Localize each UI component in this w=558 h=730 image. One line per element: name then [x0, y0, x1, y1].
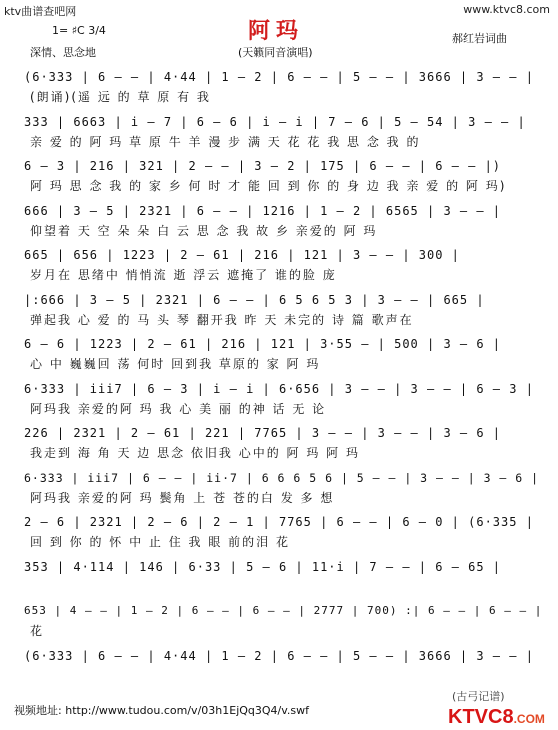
- song-title: 阿玛: [248, 19, 305, 44]
- lyric-line: 阿 玛 思 念 我 的 家 乡 何 时 才 能 回 到 你 的 身 边 我 亲 爱 的 阿 玛): [30, 179, 507, 193]
- video-url[interactable]: http://www.tudou.com/v/03h1EjQq3Q4/v.swf: [65, 704, 310, 717]
- notation-line: 6 – 6 | 1223 | 2 – 61 | 216 | 121 | 3·55 – | 500 | 3 – 6 |: [24, 337, 502, 351]
- key-signature: 1= ♯C 3/4: [52, 24, 106, 37]
- transcriber-credit: (古弓记谱): [452, 690, 505, 703]
- notation-line: 6·333 | iii7 | 6 – 3 | i – i | 6·656 | 3 – – | 3 – – | 6 – 3 |: [24, 381, 534, 396]
- notation-line: 2 – 6 | 2321 | 2 – 6 | 2 – 1 | 7765 | 6 – – | 6 – 0 | (6·335 |: [24, 515, 534, 529]
- lyric-line: 花: [30, 624, 45, 638]
- notation-line: 226 | 2321 | 2 – 61 | 221 | 7765 | 3 – – | 3 – – | 3 – 6 |: [24, 426, 502, 440]
- lyric-line: 我走到 海 角 天 边 思念 依旧我 心中的 阿 玛 阿 玛: [30, 446, 360, 460]
- site-logo: [448, 706, 545, 729]
- site-watermark-left: ktv曲谱查吧网: [4, 5, 77, 18]
- lyric-line: 心 中 巍巍回 荡 何时 回到我 草原的 家 阿 玛: [30, 357, 321, 371]
- video-link-row: [14, 702, 309, 718]
- video-label: 视频地址:: [14, 704, 62, 717]
- notation-line: 333 | 6663 | i – 7 | 6 – 6 | i – i | 7 – 6 | 5 – 54 | 3 – – |: [24, 114, 526, 129]
- logo-suffix: .COM: [513, 712, 545, 726]
- notation-line: 6·333 | iii7 | 6 – – | ii·7 | 6 6 6 5 6 | 5 – – | 3 – – | 3 – 6 |: [24, 470, 540, 485]
- notation-line: 653 | 4 – – | 1 – 2 | 6 – – | 6 – – | 2777 | 700) :| 6 – – | 6 – – |: [24, 604, 543, 617]
- logo-text: KTVC8: [448, 706, 514, 728]
- singer-credit: (天籁同音演唱): [238, 46, 313, 59]
- notation-line: (6·333 | 6 – – | 4·44 | 1 – 2 | 6 – – | 5 – – | 3666 | 3 – – |: [24, 648, 534, 663]
- lyric-line: 阿玛我 亲爱的阿 玛 我 心 美 丽 的神 话 无 论: [30, 401, 327, 416]
- lyric-line: 岁月在 思绪中 悄悄流 逝 浮云 遮掩了 谁的脸 庞: [30, 268, 337, 282]
- lyric-line: (朗诵)(遥 远 的 草 原 有 我: [30, 90, 211, 104]
- lyric-line: 回 到 你 的 怀 中 止 住 我 眼 前的泪 花: [30, 535, 290, 549]
- lyric-line: 仰望着 天 空 朵 朵 白 云 思 念 我 故 乡 亲爱的 阿 玛: [30, 223, 378, 238]
- site-watermark-right: www.ktvc8.com: [463, 3, 550, 16]
- notation-line: |:666 | 3 – 5 | 2321 | 6 – – | 6 5 6 5 3 | 3 – – | 665 |: [24, 292, 485, 307]
- author-credit: 郝红岩词曲: [452, 32, 507, 45]
- lyric-line: 弹起我 心 爱 的 马 头 琴 翻开我 昨 天 未完的 诗 篇 歌声在: [30, 312, 414, 327]
- lyric-line: 阿玛我 亲爱的阿 玛 鬓角 上 苍 苍的白 发 多 想: [30, 490, 335, 505]
- notation-line: 666 | 3 – 5 | 2321 | 6 – – | 1216 | 1 – 2 | 6565 | 3 – – |: [24, 203, 502, 218]
- lyric-line: 亲 爱 的 阿 玛 草 原 牛 羊 漫 步 满 天 花 花 我 思 念 我 的: [30, 134, 421, 149]
- notation-line: (6·333 | 6 – – | 4·44 | 1 – 2 | 6 – – | 5 – – | 3666 | 3 – – |: [24, 70, 534, 84]
- notation-line: 665 | 656 | 1223 | 2 – 61 | 216 | 121 | 3 – – | 300 |: [24, 248, 460, 262]
- tempo-mood: 深情、思念地: [30, 46, 96, 59]
- notation-line: 6 – 3 | 216 | 321 | 2 – – | 3 – 2 | 175 | 6 – – | 6 – – |): [24, 159, 502, 173]
- notation-line: 353 | 4·114 | 146 | 6·33 | 5 – 6 | 11·i | 7 – – | 6 – 65 |: [24, 559, 502, 574]
